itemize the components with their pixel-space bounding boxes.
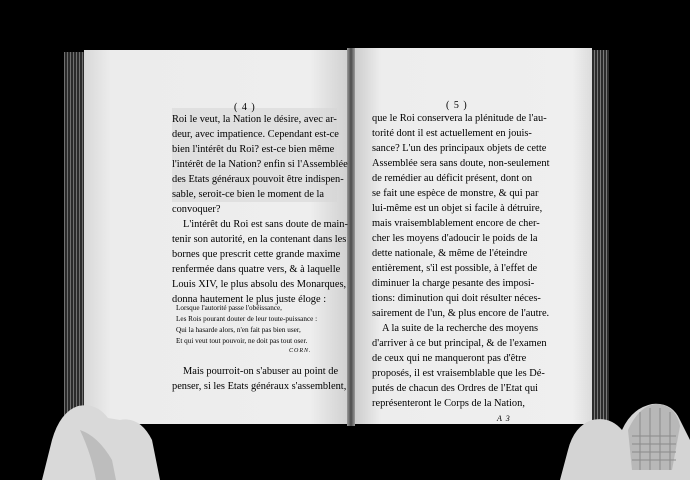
right-text-line: Assemblée sera sans doute, non-seulement bbox=[372, 158, 550, 169]
right-text-line: A la suite de la recherche des moyens bbox=[382, 323, 539, 334]
left-text-line: Mais pourroit-on s'abuser au point de bbox=[183, 366, 339, 377]
left-text-line: deur, avec impatience. Cependant est-ce bbox=[172, 129, 339, 140]
signature-mark: A 3 bbox=[497, 414, 511, 423]
left-text-line: Louis XIV, le plus absolu des Monarques, bbox=[172, 279, 347, 290]
verse-line: Qui la hasarde alors, n'en fait pas bien user, bbox=[176, 326, 301, 334]
right-text-line: que le Roi conservera la plénitude de l'au- bbox=[372, 113, 547, 124]
right-page-number: ( 5 ) bbox=[446, 100, 468, 111]
left-text-line: donna hautement le plus juste éloge : bbox=[172, 294, 327, 305]
left-text-line: bornes que prescrit cette grande maxime bbox=[172, 249, 341, 260]
right-text-line: entièrement, s'il est possible, à l'effet de bbox=[372, 263, 538, 274]
right-text-line: lui-même est un objet si facile à détruire, bbox=[372, 203, 543, 214]
left-text-line: l'intérêt de la Nation? enfin si l'Assemblée bbox=[172, 159, 348, 170]
left-text-line: penser, si les Etats généraux s'assemblent, bbox=[172, 381, 347, 392]
left-page-number: ( 4 ) bbox=[234, 102, 256, 113]
right-text-line: sance? L'un des principaux objets de cette bbox=[372, 143, 547, 154]
right-text-line: mais vraisemblablement encore de cher- bbox=[372, 218, 540, 229]
left-text-line: des Etats généraux pouvoit être indispen- bbox=[172, 174, 344, 185]
left-text-line: Roi le veut, la Nation le désire, avec ar- bbox=[172, 114, 337, 125]
right-text-line: représenteront le Corps de la Nation, bbox=[372, 398, 525, 409]
verse-line: Et qui veut tout pouvoir, ne doit pas tout oser. bbox=[176, 337, 308, 345]
right-text-line: diminuer la charge pesante des imposi- bbox=[372, 278, 535, 289]
right-text-line: d'arriver à ce but principal, & de l'examen bbox=[372, 338, 547, 349]
right-text-line: torité dont il est actuellement en jouis- bbox=[372, 128, 532, 139]
right-text-line: putés de chacun des Ordres de l'Etat qui bbox=[372, 383, 539, 394]
left-text-line: renfermée dans quatre vers, & à laquelle bbox=[172, 264, 341, 275]
left-text-line: sable, seroit-ce bien le moment de la bbox=[172, 189, 325, 200]
verse-line: Les Rois pourant douter de leur toute-puissance : bbox=[176, 315, 318, 323]
left-text-line: convoquer? bbox=[172, 204, 221, 215]
verse-line: Lorsque l'autorité passe l'obéissance, bbox=[176, 304, 282, 312]
left-text-line: L'intérêt du Roi est sans doute de main- bbox=[183, 219, 348, 230]
right-text-line: cher les moyens d'adoucir le poids de la bbox=[372, 233, 538, 244]
left-text-line: bien l'intérêt du Roi? est-ce bien même bbox=[172, 144, 335, 155]
left-text-line: tenir son autorité, en la contenant dans les bbox=[172, 234, 347, 245]
right-text-line: de ceux qui ne manqueront pas d'être bbox=[372, 353, 527, 364]
right-text-line: sairement de l'un, & plus encore de l'autre. bbox=[372, 308, 550, 319]
right-text-line: dette nationale, & même de l'éteindre bbox=[372, 248, 528, 259]
verse-attribution: CORN. bbox=[289, 348, 312, 354]
right-text-line: proposés, il est vraisemblable que les Dé- bbox=[372, 368, 545, 379]
right-text-line: se fait une espèce de monstre, & qui par bbox=[372, 188, 539, 199]
right-text-line: de remédier au déficit présent, dont on bbox=[372, 173, 533, 184]
right-text-line: tions: diminution qui doit résulter néces- bbox=[372, 293, 541, 304]
